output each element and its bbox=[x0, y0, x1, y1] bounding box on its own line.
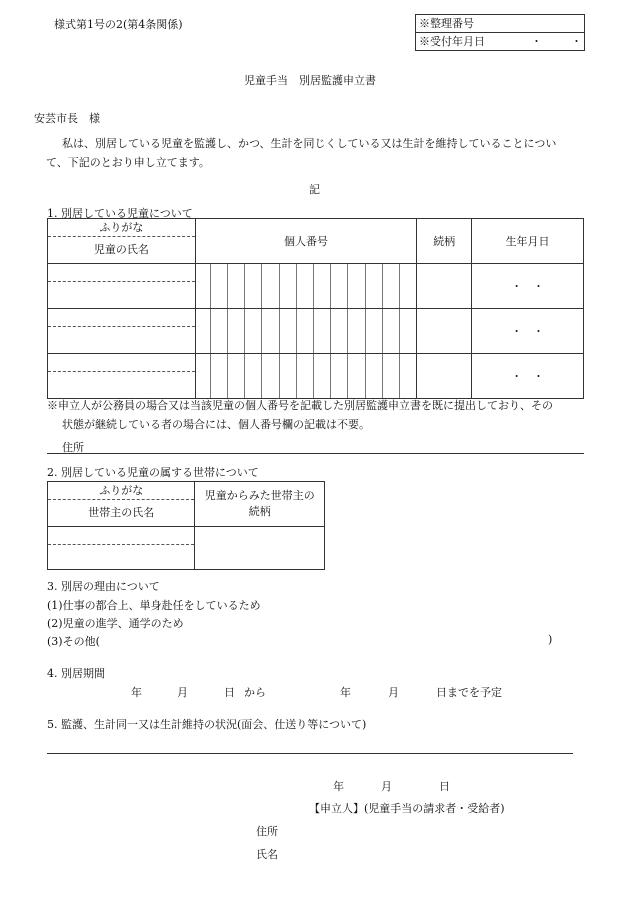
reason-option-1[interactable]: (1)仕事の都合上、単身赴任をしているため bbox=[47, 599, 261, 612]
intro-line-1: 私は、別居している児童を監護し、かつ、生計を同じくしている又は生計を維持していることについ bbox=[62, 137, 557, 150]
birthdate-field[interactable] bbox=[472, 354, 584, 399]
child-furigana-field[interactable] bbox=[48, 264, 195, 282]
child-row bbox=[48, 354, 584, 399]
birthdate-separator: ・ ・ bbox=[511, 370, 545, 383]
section1-heading: 1. 別居している児童について bbox=[47, 207, 193, 220]
children-table bbox=[47, 218, 584, 399]
document-title: 児童手当 別居監護申立書 bbox=[244, 74, 376, 87]
sign-day: 日 bbox=[439, 780, 450, 793]
reason-option-2[interactable]: (2)児童の進学、通学のため bbox=[47, 617, 184, 630]
header-relationship: 続柄 bbox=[417, 219, 472, 264]
form-number: 様式第1号の2(第4条関係) bbox=[54, 18, 183, 31]
section1-note-line-1: ※申立人が公務員の場合又は当該児童の個人番号を記載した別居監護申立書を既に提出しており、その bbox=[47, 399, 553, 412]
head-name-field[interactable] bbox=[48, 545, 194, 569]
period-start-month: 月 bbox=[177, 686, 188, 699]
child-name-field[interactable] bbox=[48, 372, 195, 398]
birthdate-separator: ・ ・ bbox=[511, 325, 545, 338]
header-furigana: ふりがな bbox=[48, 482, 194, 500]
reference-number-field[interactable] bbox=[416, 15, 584, 32]
personal-number-field[interactable] bbox=[210, 264, 417, 308]
reference-number-label: ※整理番号 bbox=[419, 17, 474, 30]
section3-heading: 3. 別居の理由について bbox=[47, 580, 160, 593]
address-label: 住所 bbox=[62, 441, 84, 454]
household-table bbox=[47, 481, 325, 570]
applicant-name-label: 氏名 bbox=[256, 848, 278, 861]
reason-other-close: ) bbox=[548, 633, 553, 646]
header-personal-number: 個人番号 bbox=[195, 219, 417, 264]
head-relationship-field[interactable] bbox=[195, 527, 325, 570]
received-date-label: ※受付年月日 bbox=[419, 35, 485, 48]
period-start-day: 日 bbox=[224, 686, 235, 699]
birthdate-field[interactable] bbox=[472, 309, 584, 354]
period-start-year: 年 bbox=[131, 686, 142, 699]
applicant-address-label: 住所 bbox=[256, 825, 278, 838]
section2-heading: 2. 別居している児童の属する世帯について bbox=[47, 466, 259, 479]
header-head-relationship-line-1: 児童からみた世帯主の bbox=[204, 489, 315, 502]
header-furigana: ふりがな bbox=[48, 219, 195, 237]
office-use-box bbox=[415, 14, 585, 51]
addressee: 安芸市長 様 bbox=[34, 112, 100, 125]
received-date-field[interactable] bbox=[416, 32, 584, 50]
section1-note-line-2: 状態が継続している者の場合には、個人番号欄の記載は不要。 bbox=[62, 418, 370, 431]
header-child-name: 児童の氏名 bbox=[93, 243, 149, 256]
head-furigana-field[interactable] bbox=[48, 527, 194, 545]
child-furigana-field[interactable] bbox=[48, 354, 195, 372]
children-table-header bbox=[48, 219, 584, 264]
date-separator: ・ bbox=[571, 35, 582, 48]
header-head-name: 世帯主の氏名 bbox=[88, 506, 155, 519]
relationship-field[interactable] bbox=[417, 309, 472, 354]
birthdate-field[interactable] bbox=[472, 264, 584, 309]
situation-line[interactable] bbox=[47, 753, 573, 754]
applicant-label: 【申立人】(児童手当の請求者・受給者) bbox=[309, 802, 505, 815]
birthdate-separator: ・ ・ bbox=[511, 280, 545, 293]
intro-line-2: て、下記のとおり申し立てます。 bbox=[46, 156, 210, 169]
child-name-field[interactable] bbox=[48, 282, 195, 308]
section5-heading: 5. 監護、生計同一又は生計維持の状況(面会、仕送り等について) bbox=[47, 718, 367, 731]
address-line[interactable] bbox=[47, 453, 584, 454]
child-row bbox=[48, 309, 584, 354]
sign-year: 年 bbox=[333, 780, 344, 793]
child-row bbox=[48, 264, 584, 309]
period-from: から bbox=[244, 686, 266, 699]
date-separator: ・ bbox=[531, 35, 542, 48]
reason-option-3[interactable]: (3)その他( bbox=[47, 635, 100, 648]
ki-marker: 記 bbox=[309, 183, 320, 196]
header-head-relationship bbox=[195, 482, 325, 527]
personal-number-field[interactable] bbox=[210, 309, 417, 353]
period-end-month: 月 bbox=[388, 686, 399, 699]
period-end-year: 年 bbox=[340, 686, 351, 699]
period-until: 日までを予定 bbox=[436, 686, 502, 699]
personal-number-field[interactable] bbox=[210, 354, 417, 398]
header-birthdate: 生年月日 bbox=[472, 219, 584, 264]
section4-heading: 4. 別居期間 bbox=[47, 667, 105, 680]
header-head-relationship-line-2: 続柄 bbox=[248, 505, 271, 518]
sign-month: 月 bbox=[381, 780, 392, 793]
relationship-field[interactable] bbox=[417, 354, 472, 399]
child-name-field[interactable] bbox=[48, 327, 195, 353]
relationship-field[interactable] bbox=[417, 264, 472, 309]
child-furigana-field[interactable] bbox=[48, 309, 195, 327]
